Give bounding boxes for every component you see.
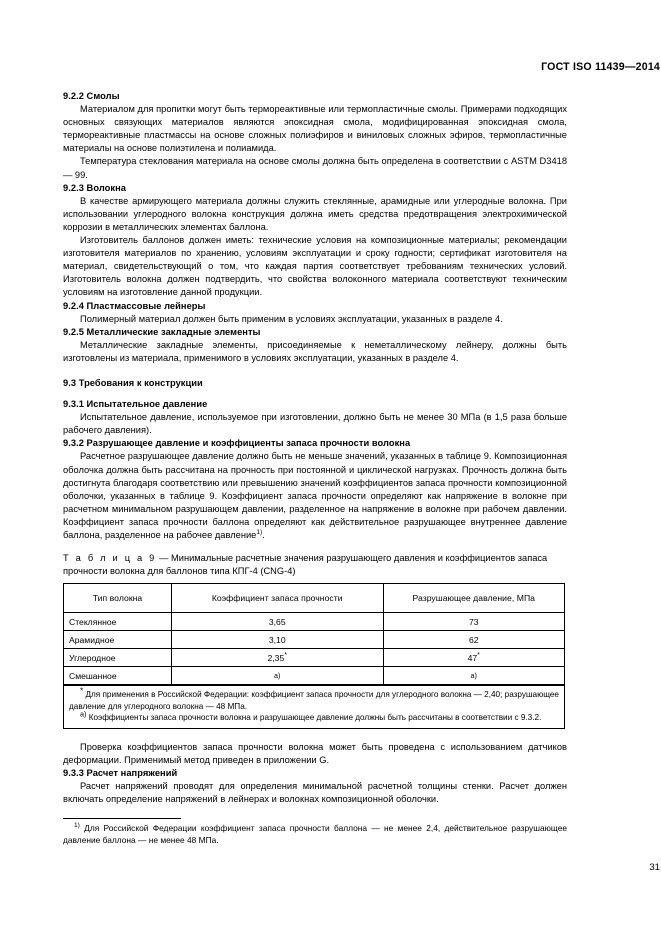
table-9-grid [64,584,564,685]
cell-safety-factor [172,667,384,685]
page-footnote-marker: 1) [74,822,80,830]
cell-burst-pressure [383,667,564,685]
table-row [64,667,564,685]
heading-9-3: 9.3 Требования к конструкции [63,377,203,388]
table-caption [63,552,567,578]
table-row [64,649,564,667]
column-header-safety-factor: Коэффициент запаса прочности [172,584,384,613]
table-caption-text: Минимальные расчетные значения разрушающего давления и коэффициентов запаса прочности волокна для баллонов типа КПГ-4 (CNG-4) [63,553,548,577]
cell-burst-pressure: 73 [383,613,564,631]
table-note-a [69,709,559,723]
cell-safety-factor-value: 2,35 [267,652,285,663]
paragraph-9-2-2-2: Температура стеклования материала на основе смолы должна быть определена в соответствии с ASTM D3418 — 99. [63,156,567,180]
column-header-burst-pressure: Разрушающее давление, МПа [383,584,564,613]
cell-safety-factor-note-ref: a) [274,671,281,681]
cell-safety-factor-asterisk: * [284,651,287,659]
cell-safety-factor [172,649,384,667]
cell-fiber-type: Стеклянное [64,613,172,631]
paragraph-9-2-2-1: Материалом для пропитки могут быть термореактивные или термопластичные смолы. Примерами подходящих основных связующих материалов являются эпоксидная смола, модифицированная эпоксидная смола, термореактивные пластмассы на основе сложных полиэфиров и виниловых сложных эфиров, термопластичные материалы на основе полиэтилена и полиамида. [63,104,567,154]
heading-9-2-2: 9.2.2 Смолы [63,91,120,101]
table-row [64,631,564,649]
paragraph-9-3-2-2: Проверка коэффициентов запаса прочности волокна может быть проведена с использованием датчиков деформации. Применимый метод приведен в приложении G. [63,741,567,765]
table-note-a-text: Коэффициенты запаса прочности волокна и разрушающее давление должны быть рассчитаны в соответствии с 9.3.2. [88,713,542,723]
table-caption-label: Т а б л и ц а 9 [63,553,157,564]
page-footnote-text: Для Российской Федерации коэффициент запаса прочности баллона — не менее 2,4, действительное разрушающее давление баллона — не менее 48 МПа. [63,822,568,845]
cell-fiber-type: Углеродное [64,649,172,667]
heading-9-2-5: 9.2.5 Металлические закладные элементы [63,326,261,337]
heading-9-3-2: 9.3.2 Разрушающее давление и коэффициенты запаса прочности волокна [63,438,411,449]
cell-burst-pressure-value: 47 [467,652,478,663]
cell-burst-pressure-asterisk: * [477,651,480,659]
table-caption-dash: — [156,553,172,564]
heading-9-2-4: 9.2.4 Пластмассовые лейнеры [63,300,206,311]
heading-9-3-1: 9.3.1 Испытательное давление [63,399,208,410]
page-header: ГОСТ ISO 11439—2014 [541,61,660,73]
table-note-asterisk-text: Для применения в Российской Федерации: коэффициент запаса прочности для углеродного волокна — 2,40; разрушающее давление для углеродного волокна — 48 МПа. [69,690,559,711]
cell-burst-pressure-note-ref: a) [470,671,477,681]
table-header-row [64,584,564,613]
paragraph-9-3-2-1-period: . [262,530,265,540]
table-row [64,613,564,631]
table-notes [64,685,564,727]
paragraph-9-2-4-1: Полимерный материал должен быть применим в условиях эксплуатации, указанных в разделе 4. [80,313,503,324]
cell-fiber-type: Арамидное [64,631,172,649]
heading-9-3-3: 9.3.3 Расчет напряжений [63,767,178,778]
paragraph-9-2-3-2: Изготовитель баллонов должен иметь: технические условия на композиционные материалы; рекомендации изготовителя материалов по хранению, условиям эксплуатации и сроку годности; сертификат изготовителя на материал, свидетельствующий о том, что каждая партия соответствует требованиям технических условий. Изготовитель волокна должен подтвердить, что свойства волоконного материала соответствуют техническим условиям на изготовление данной продукции. [63,235,567,298]
footnote-ref-1: 1) [256,528,263,536]
paragraph-9-3-1-1: Испытательное давление, используемое при изготовлении, должно быть не менее 30 МПа (в 1,5 раза больше рабочего давления). [63,412,567,436]
table-note-a-marker: a) [80,709,87,719]
cell-safety-factor: 3,65 [172,613,384,631]
cell-burst-pressure [383,649,564,667]
cell-burst-pressure: 62 [383,631,564,649]
table-note-asterisk [69,686,559,712]
page-footnote [63,823,567,846]
paragraph-9-2-5-1: Металлические закладные элементы, присоединяемые к неметаллическому лейнеру, должны быть изготовлены из материала, применимого в условиях эксплуатации, указанных в разделе 4. [63,339,567,363]
heading-9-2-3: 9.2.3 Волокна [63,182,126,193]
cell-fiber-type: Смешанное [64,667,172,685]
footnote-separator [63,818,181,819]
page-number: 31 [649,862,660,873]
table-note-asterisk-marker: * [80,686,84,696]
document-body [63,90,567,846]
paragraph-9-3-2-1-text: Расчетное разрушающее давление должно быть не меньше значений, указанных в таблице 9. Композиционная оболочка должна быть рассчитана на прочность при постоянной и циклической нагрузках. Прочность должна быть достигнута благодаря соответствию или превышению значений коэффициентов запаса прочности композиционной оболочки, указанных в таблице 9. Коэффициент запаса прочности определяют как напряжение в волокне при расчетном минимальном разрушающем давлении, разделенное на напряжение в волокне при рабочем давлении. Коэффициент запаса прочности баллона определяют как действительное разрушающее внутреннее давление баллона, разделенное на рабочее давление [63,451,567,540]
paragraph-9-3-3-1: Расчет напряжений проводят для определения минимальной расчетной толщины стенки. Расчет должен включать определение напряжений в лейнерах и волокнах композиционной оболочки. [63,780,567,804]
paragraph-9-3-2-1 [63,450,567,542]
column-header-fiber-type: Тип волокна [64,584,172,613]
cell-safety-factor: 3,10 [172,631,384,649]
paragraph-9-2-3-1: В качестве армирующего материала должны служить стеклянные, арамидные или углеродные волокна. При использовании углеродного волокна конструкция должна иметь средства предотвращения электрохимической коррозии в металлических элементах баллона. [63,195,567,232]
table-9 [63,583,565,728]
